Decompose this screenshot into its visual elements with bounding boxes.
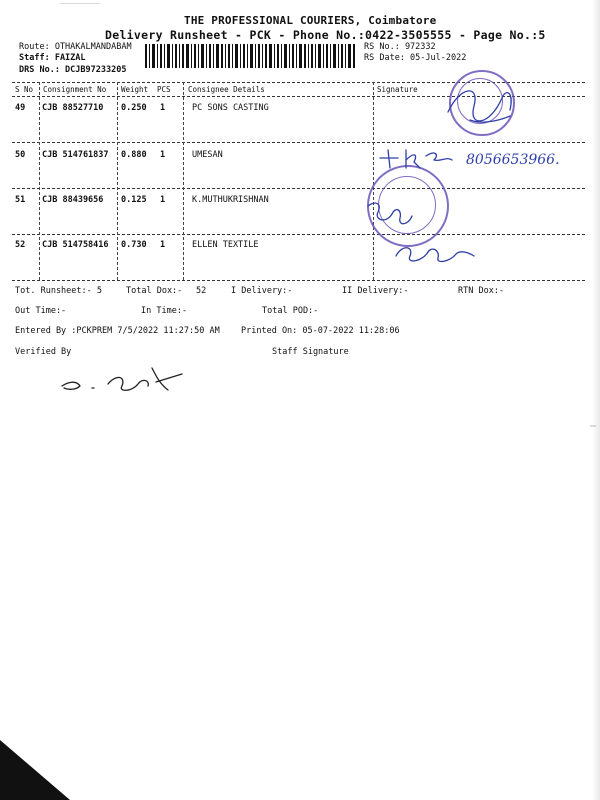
staff-signature-label: Staff Signature [272,347,349,357]
signature-row-51 [362,196,422,232]
row-rule [12,188,585,189]
page-title: THE PROFESSIONAL COURIERS, Coimbatore [184,14,437,27]
row-sno: 52 [15,240,26,250]
rs-date: RS Date: 05-Jul-2022 [364,53,467,63]
total-pod: Total POD:- [262,306,319,316]
col-header-consignment: Consignment No [43,85,107,94]
row-consignee: UMESAN [192,150,223,160]
column-rule [117,82,118,280]
row-pcs: 1 [160,240,166,250]
signature-row-49 [440,76,530,136]
row-rule [12,234,585,235]
handwritten-phone: 8056653966. [466,152,560,168]
row-pcs: 1 [160,150,166,160]
verified-by: Verified By [15,347,72,357]
row-rule [12,142,585,143]
col-header-weight: Weight [121,85,149,94]
row-weight: 0.125 [121,195,147,205]
staff-label: Staff: FAIZAL [19,53,86,63]
row-consignee: ELLEN TEXTILE [192,240,259,250]
page-subtitle: Delivery Runsheet - PCK - Phone No.:0422-3505555 - Page No.:5 [105,28,546,42]
row-sno: 50 [15,150,26,160]
row-consignment: CJB 514761837 [42,150,109,160]
in-time: In Time:- [141,306,188,316]
row-consignee: K.MUTHUKRISHNAN [192,195,269,205]
total-runsheet: Tot. Runsheet:- 5 [15,286,102,296]
column-rule [183,82,184,280]
row-sno: 49 [15,103,26,113]
barcode [145,44,357,68]
row-pcs: 1 [160,103,166,113]
col-header-consignee: Consignee Details [188,85,265,94]
col-header-signature: Signature [377,85,418,94]
row-weight: 0.730 [121,240,147,250]
verifier-signature [56,362,196,400]
col-header-sno: S No [15,85,34,94]
signature-row-52 [392,240,482,266]
drs-number: DRS No.: DCJB97233205 [19,65,127,75]
route-label: Route: OTHAKALMANDABAM [19,42,132,52]
total-dox-value: 52 [196,286,207,296]
column-rule [39,82,40,280]
ii-delivery: II Delivery:- [342,286,409,296]
scan-mark [590,425,596,427]
row-weight: 0.880 [121,150,147,160]
row-consignment: CJB 514758416 [42,240,109,250]
row-consignment: CJB 88527710 [42,103,104,113]
signature-row-50 [376,144,466,174]
scan-mark [60,3,100,4]
row-weight: 0.250 [121,103,147,113]
row-sno: 51 [15,195,26,205]
row-consignment: CJB 88439656 [42,195,104,205]
out-time: Out Time:- [15,306,67,316]
col-header-pcs: PCS [157,85,171,94]
scan-corner-shadow [0,740,70,800]
row-pcs: 1 [160,195,166,205]
printed-on: Printed On: 05-07-2022 11:28:06 [241,326,400,336]
row-consignee: PC SONS CASTING [192,103,269,113]
scan-edge-shadow [592,0,600,800]
total-dox-label: Total Dox:- [126,286,183,296]
table-bottom-rule [12,280,585,281]
rtn-dox: RTN Dox:- [458,286,505,296]
entered-by: Entered By :PCKPREM 7/5/2022 11:27:50 AM [15,326,220,336]
i-delivery: I Delivery:- [231,286,293,296]
rs-number: RS No.: 972332 [364,42,436,52]
